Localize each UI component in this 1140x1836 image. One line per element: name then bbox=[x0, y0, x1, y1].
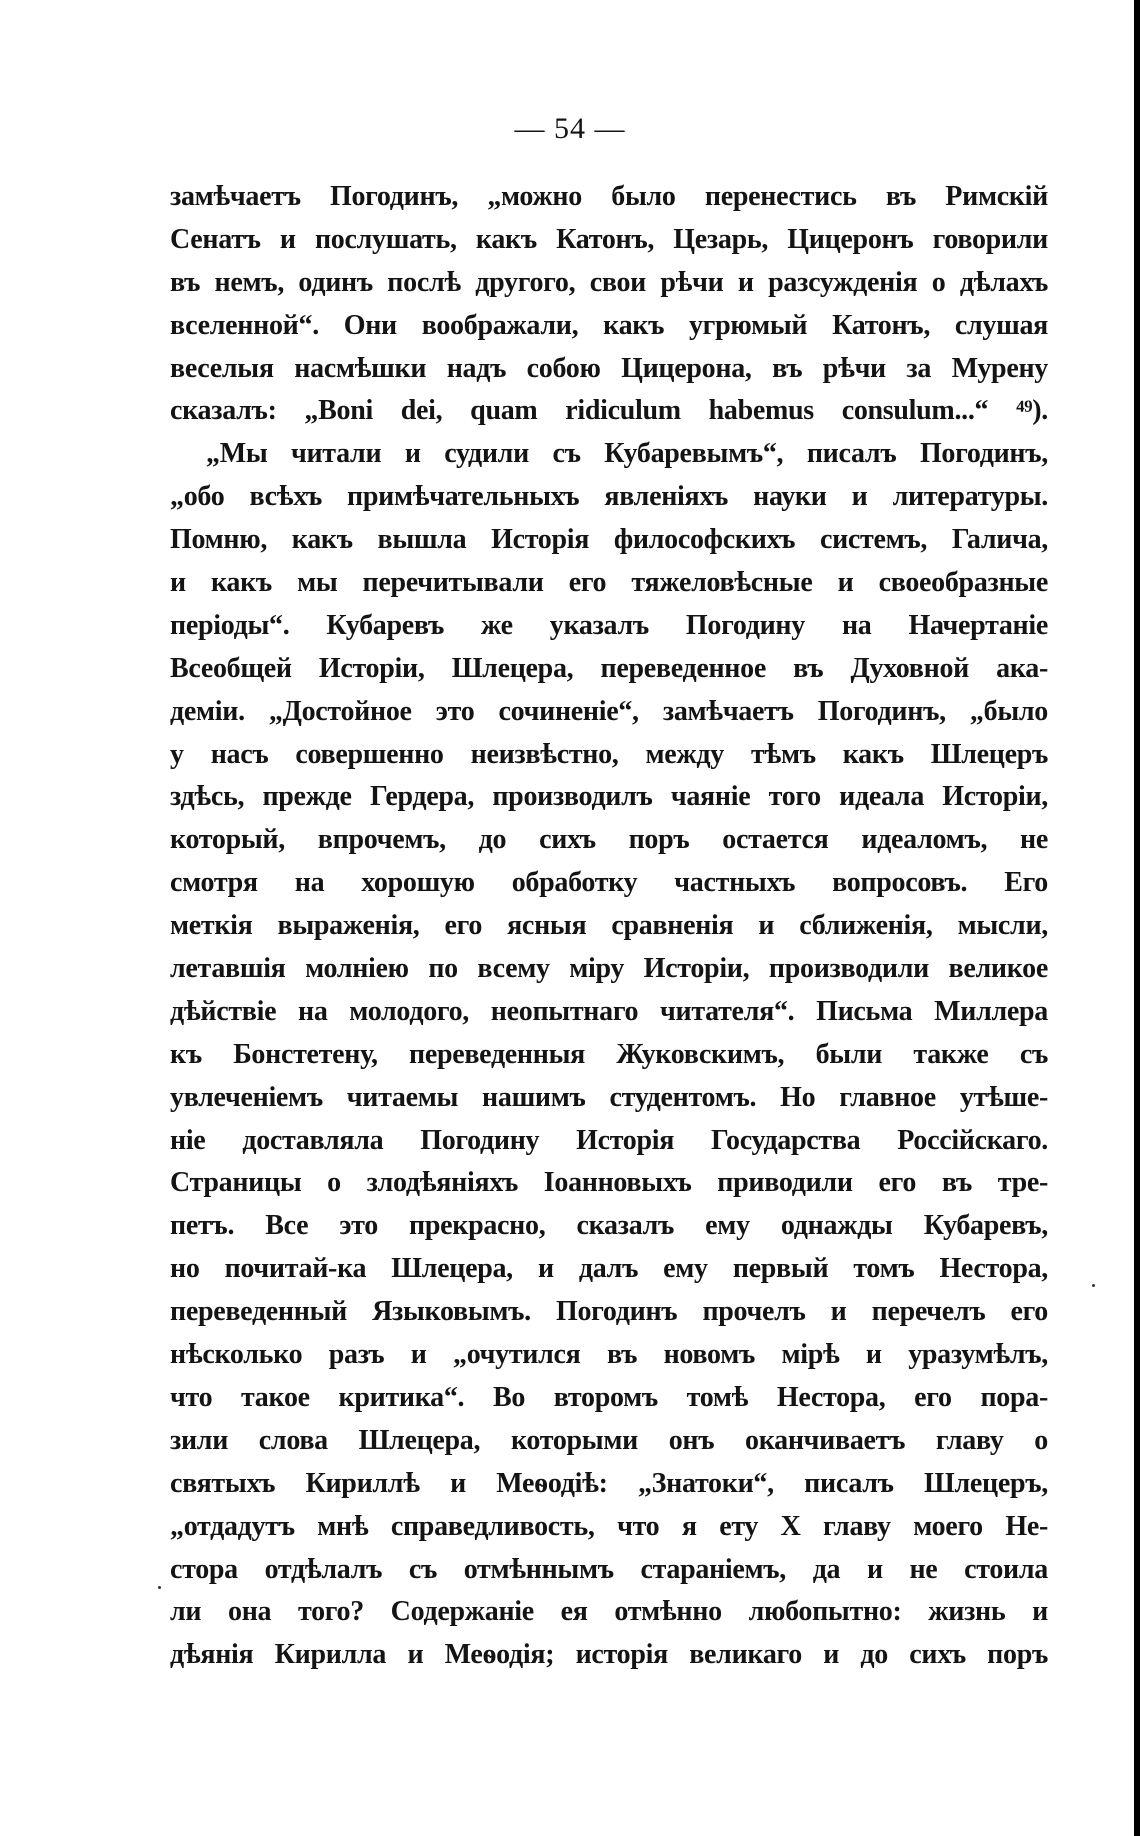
text-line: замѣчаетъ Погодинъ, „можно было перенестись въ Римскій bbox=[170, 181, 1048, 212]
text-line: петъ. Все это прекрасно, сказалъ ему однажды Кубаревъ, bbox=[170, 1210, 1048, 1242]
text-line: „Мы читали и судили съ Кубаревымъ“, писалъ Погодинъ, bbox=[206, 438, 1048, 470]
text-line: періоды“. Кубаревъ же указалъ Погодину на Начертаніе bbox=[170, 609, 1048, 641]
text-line: у насъ совершенно неизвѣстно, между тѣмъ какъ Шлецеръ bbox=[170, 738, 1048, 770]
text-line: „отдадутъ мнѣ справедливость, что я ету X главу моего Не- bbox=[170, 1510, 1048, 1542]
text-line: вселенной“. Они воображали, какъ угрюмый Катонъ, слушая bbox=[170, 309, 1048, 341]
text-line: нѣсколько разъ и „очутился въ новомъ мірѣ и уразумѣлъ, bbox=[170, 1339, 1048, 1371]
text-line: и какъ мы перечитывали его тяжеловѣсные и своеобразные bbox=[170, 567, 1048, 599]
text-line: здѣсь, прежде Гердера, производилъ чаяніе того идеала Исторіи, bbox=[170, 781, 1048, 813]
text-line: деміи. „Достойное это сочиненіе“, замѣчаетъ Погодинъ, „было bbox=[170, 695, 1048, 727]
text-line: сказалъ: „Boni dei, quam ridiculum habemus consulum...“ ⁴⁹). bbox=[170, 395, 1048, 427]
text-line: летавшія молніею по всему міру Исторіи, производили великое bbox=[170, 953, 1048, 985]
text-line: Страницы о злодѣяніяхъ Іоанновыхъ приводили его въ тре- bbox=[170, 1167, 1048, 1199]
text-line: веселыя насмѣшки надъ собою Цицерона, въ рѣчи за Мурену bbox=[170, 352, 1048, 384]
text-line: смотря на хорошую обработку частныхъ вопросовъ. Его bbox=[170, 867, 1048, 899]
scan-speck bbox=[1092, 1284, 1095, 1287]
text-line: Помню, какъ вышла Исторія философскихъ системъ, Галича, bbox=[170, 524, 1048, 556]
text-line: ніе доставляла Погодину Исторія Государства Россійскаго. bbox=[170, 1124, 1048, 1156]
text-line: что такое критика“. Во второмъ томѣ Нестора, его пора- bbox=[170, 1381, 1048, 1413]
page-edge bbox=[1134, 0, 1140, 1836]
text-line: въ немъ, одинъ послѣ другого, свои рѣчи и разсужденія о дѣлахъ bbox=[170, 266, 1048, 298]
text-line: который, впрочемъ, до сихъ поръ остается идеаломъ, не bbox=[170, 824, 1048, 856]
text-line: Сенатъ и послушать, какъ Катонъ, Цезарь, Цицеронъ говорили bbox=[170, 223, 1048, 255]
text-line: святыхъ Кириллѣ и Меѳодіѣ: „Знатоки“, писалъ Шлецеръ, bbox=[170, 1467, 1048, 1499]
text-line: меткія выраженія, его ясныя сравненія и сближенія, мысли, bbox=[170, 910, 1048, 942]
text-line: стора отдѣлалъ съ отмѣннымъ стараніемъ, да и не стоила bbox=[170, 1553, 1048, 1585]
text-line: Всеобщей Исторіи, Шлецера, переведенное въ Духовной ака- bbox=[170, 652, 1048, 684]
text-line: увлеченіемъ читаемы нашимъ студентомъ. Но главное утѣше- bbox=[170, 1081, 1048, 1113]
text-line: переведенный Языковымъ. Погодинъ прочелъ и перечелъ его bbox=[170, 1296, 1048, 1328]
text-line: но почитай-ка Шлецера, и далъ ему первый томъ Нестора, bbox=[170, 1253, 1048, 1285]
text-line: дѣйствіе на молодого, неопытнаго читателя“. Письма Миллера bbox=[170, 995, 1048, 1027]
text-line: „обо всѣхъ примѣчательныхъ явленіяхъ науки и литературы. bbox=[170, 481, 1048, 513]
body-text bbox=[170, 176, 1048, 1677]
text-line: дѣянія Кирилла и Меѳодія; исторія великаго и до сихъ поръ bbox=[170, 1639, 1048, 1671]
scan-speck bbox=[158, 1586, 161, 1589]
text-line: къ Бонстетену, переведенныя Жуковскимъ, были также съ bbox=[170, 1038, 1048, 1070]
text-line: зили слова Шлецера, которыми онъ оканчиваетъ главу о bbox=[170, 1424, 1048, 1456]
text-line: ли она того? Содержаніе ея отмѣнно любопытно: жизнь и bbox=[170, 1596, 1048, 1628]
page-number: — 54 — bbox=[514, 112, 626, 145]
